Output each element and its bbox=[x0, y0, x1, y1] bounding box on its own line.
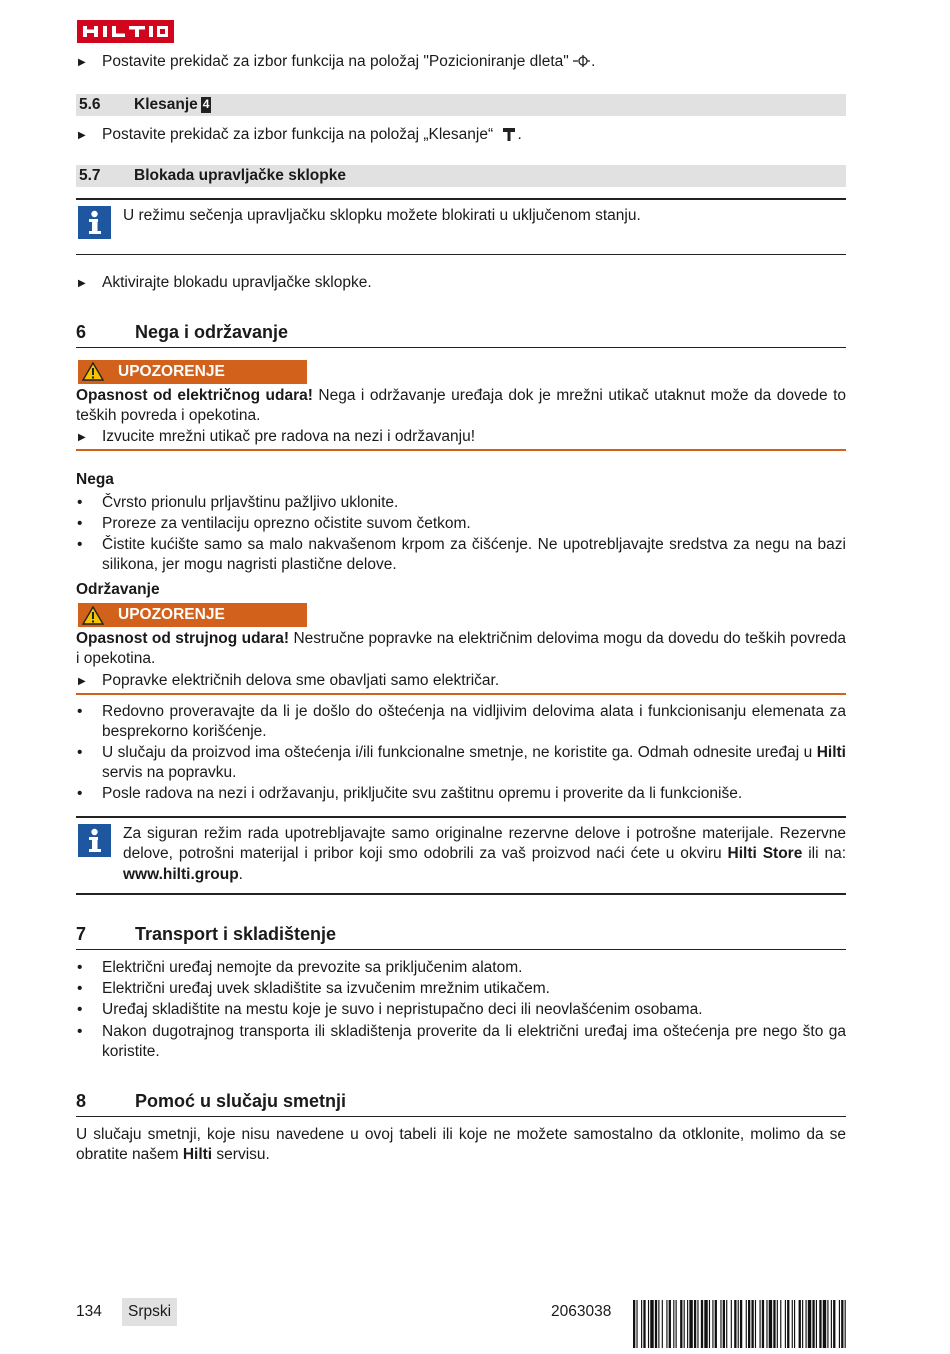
step-item: ▶ Postavite prekidač za izbor funkcija na položaj „Klesanje“ . bbox=[78, 126, 522, 144]
bullet-icon: • bbox=[77, 785, 83, 803]
bullet-icon: • bbox=[77, 493, 83, 511]
section-title: Blokada upravljačke sklopke bbox=[134, 167, 346, 185]
step-text: Postavite prekidač za izbor funkcija na položaj "Pozicioniranje dleta" bbox=[102, 53, 569, 70]
section-title: Nega i održavanje bbox=[135, 321, 289, 342]
page-number: 134 bbox=[76, 1303, 102, 1320]
section-number: 5.6 bbox=[79, 96, 101, 114]
document-code: 2063038 bbox=[551, 1303, 612, 1320]
step-item bbox=[76, 427, 846, 447]
barcode bbox=[633, 1300, 846, 1348]
arrow-bullet-icon: ▶ bbox=[78, 130, 86, 142]
section-title: Pomoć u slučaju smetnji bbox=[135, 1090, 347, 1111]
arrow-bullet-icon: ▶ bbox=[78, 675, 86, 687]
step-text: Popravke električnih delova sme obavljati samo električar. bbox=[102, 671, 500, 689]
arrow-bullet-icon: ▶ bbox=[78, 57, 86, 68]
arrow-bullet-icon: ▶ bbox=[78, 432, 86, 444]
section-number: 7 bbox=[76, 923, 87, 944]
warning-label bbox=[78, 603, 307, 627]
care-heading: Nega bbox=[76, 471, 114, 489]
hilti-store-text: Hilti Store bbox=[727, 845, 803, 863]
step-item bbox=[76, 273, 846, 293]
subsection-heading bbox=[76, 165, 846, 187]
warning-label bbox=[78, 360, 307, 384]
bullet-icon: • bbox=[77, 702, 83, 720]
warning-text bbox=[76, 386, 846, 426]
warning-lead: Opasnost od strujnog udara! bbox=[76, 630, 290, 648]
brand-name: Hilti bbox=[816, 743, 846, 761]
warning-text bbox=[76, 629, 846, 669]
info-icon bbox=[76, 824, 123, 863]
info-text: U režimu sečenja upravljačku sklopku možete blokirati u uključenom stanju. bbox=[123, 207, 641, 225]
section-heading bbox=[76, 1090, 846, 1117]
warning-block bbox=[76, 603, 846, 694]
arrow-bullet-icon: ▶ bbox=[78, 278, 86, 290]
warning-body: Nega i održavanje uređaja dok je mrežni utikač utaknut može da dovede to teških povreda i opekotina. bbox=[76, 386, 846, 425]
info-icon bbox=[76, 206, 123, 245]
step-text: Aktivirajte blokadu upravljačke sklopke. bbox=[102, 274, 372, 292]
section-number: 5.7 bbox=[79, 167, 101, 185]
list-item: • Nakon dugotrajnog transporta ili skladištenja proverite da li električni uređaj ima oštećenja pre nego što ga koristite. bbox=[77, 1022, 846, 1060]
info-note bbox=[76, 816, 846, 894]
warning-triangle-icon bbox=[82, 606, 104, 625]
bullet-icon: • bbox=[77, 1001, 83, 1019]
bullet-icon: • bbox=[77, 959, 83, 977]
hilti-logo bbox=[77, 20, 174, 43]
bullet-icon: • bbox=[77, 743, 83, 761]
warning-block bbox=[76, 360, 846, 451]
list-item: • Uređaj skladištite na mestu koje je suvo i nepristupačno deci ili neovlašćenim osobama. bbox=[76, 1000, 846, 1020]
section-heading bbox=[76, 923, 846, 950]
step-text: Izvucite mrežni utikač pre radova na nezi i održavanju! bbox=[102, 428, 476, 446]
step-item bbox=[76, 671, 846, 691]
list-item: • Proreze za ventilaciju oprezno očistite suvom četkom. bbox=[76, 514, 846, 534]
list-item: • Čvrsto prionulu prljavštinu pažljivo uklonite. bbox=[76, 493, 846, 513]
bullet-icon: • bbox=[77, 535, 83, 553]
section-title: Klesanje bbox=[134, 96, 198, 114]
bullet-icon: • bbox=[77, 980, 83, 998]
section-title: Transport i skladištenje bbox=[135, 923, 337, 944]
list-item: • Električni uređaj nemojte da prevozite sa priključenim alatom. bbox=[76, 958, 846, 978]
hammer-icon bbox=[501, 126, 517, 142]
warning-body: Nestručne popravke na električnim delovima mogu da dovedu do teških povreda i opekotina. bbox=[76, 630, 847, 668]
warning-lead: Opasnost od električnog udara! bbox=[76, 386, 313, 404]
warning-label-text: UPOZORENJE bbox=[118, 362, 225, 380]
section-heading bbox=[76, 321, 846, 348]
brand-name: Hilti bbox=[182, 1146, 213, 1164]
list-item: • Električni uređaj uvek skladištite sa izvučenim mrežnim utikačem. bbox=[76, 979, 846, 999]
maintenance-heading: Održavanje bbox=[76, 581, 160, 599]
info-text: Za siguran režim rada upotrebljavajte samo originalne rezervne delove i potrošne materijale. Rezervne delove, potrošni materijal i pribor koji smo odobrili za vaš proizvod naći ćete u okviru Hilti Store ili na: www.hilti.group. bbox=[123, 825, 847, 883]
subsection-heading bbox=[76, 94, 846, 116]
bullet-icon: • bbox=[77, 514, 83, 532]
step-text: Postavite prekidač za izbor funkcija na položaj „Klesanje“ bbox=[102, 126, 494, 144]
section-number: 8 bbox=[76, 1090, 87, 1111]
list-item: • Čistite kućište samo sa malo nakvašenom krpom za čišćenje. Ne upotrebljavajte sredstva za negu na bazi silikona, jer mogu nagristi plastične delove. bbox=[77, 535, 846, 573]
language-label: Srpski bbox=[122, 1298, 177, 1326]
figure-ref-badge: 4 bbox=[202, 97, 210, 112]
bullet-icon: • bbox=[77, 1022, 83, 1040]
list-item: • Posle radova na nezi i održavanju, priključite svu zaštitnu opremu i proverite da li funkcioniše. bbox=[76, 784, 846, 804]
chisel-position-icon bbox=[573, 54, 591, 68]
section-number: 6 bbox=[76, 321, 87, 342]
warning-triangle-icon bbox=[82, 362, 104, 381]
info-note bbox=[76, 198, 846, 255]
list-item: • Redovno proveravajte da li je došlo do oštećenja na vidljivim delovima alata i funkcionisanju elemenata za besprekorno korišćenje. bbox=[77, 702, 846, 740]
paragraph: U slučaju smetnji, koje nisu navedene u ovoj tabeli ili koje ne možete samostalno da otklonite, molimo da se obratite našem Hilti servisu. bbox=[76, 1126, 846, 1164]
warning-label-text: UPOZORENJE bbox=[118, 606, 225, 624]
list-item: • U slučaju da proizvod ima oštećenja i/ili funkcionalne smetnje, ne koristite ga. Odmah odnesite uređaj u Hilti servis na popravku. bbox=[77, 743, 846, 782]
website-link[interactable]: www.hilti.group bbox=[123, 865, 239, 883]
step-item: ▶ Postavite prekidač za izbor funkcija na položaj "Pozicioniranje dleta" . bbox=[78, 53, 596, 70]
